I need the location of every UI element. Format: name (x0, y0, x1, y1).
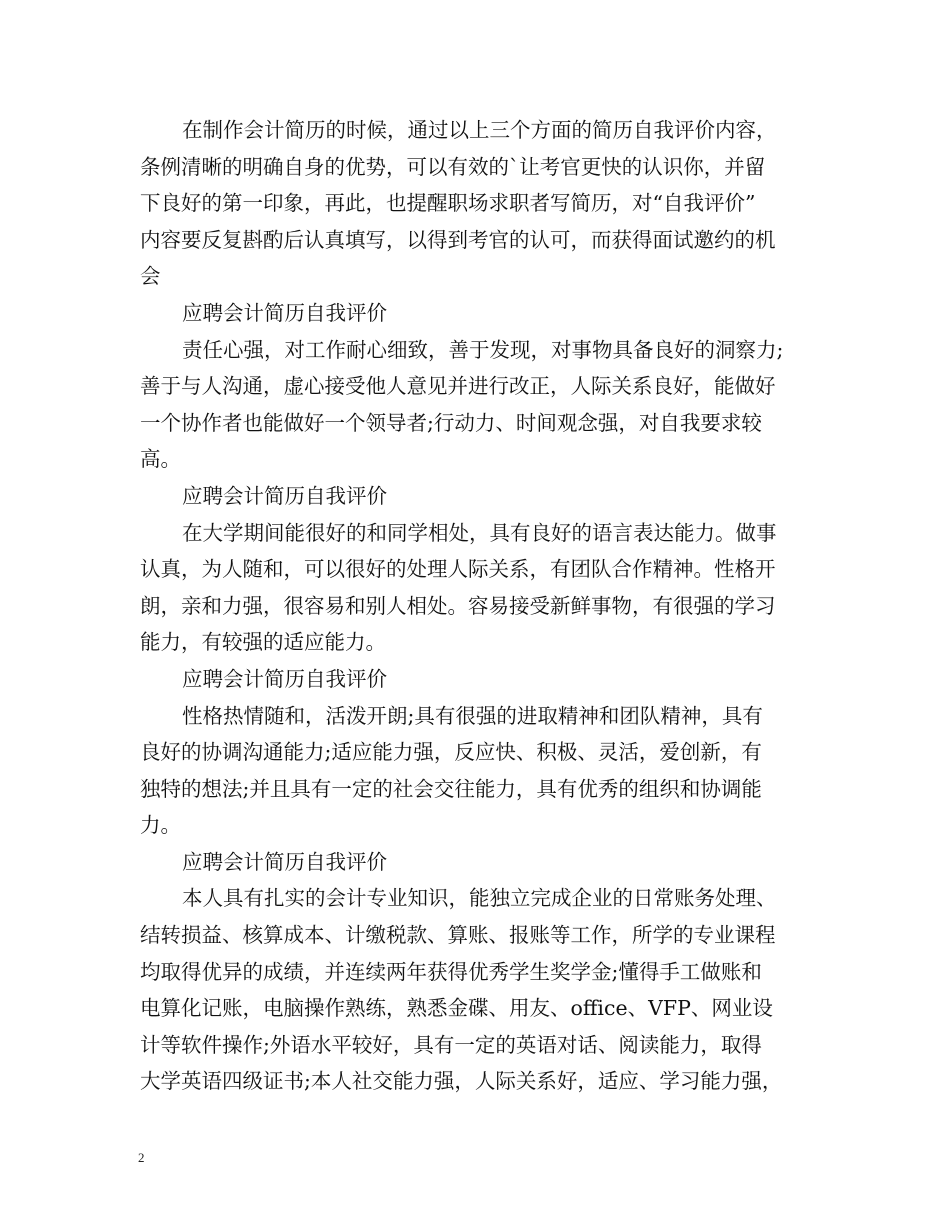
text-line: 能力，有较强的适应能力。 (140, 630, 386, 655)
text-line: 内容要反复斟酌后认真填写，以得到考官的认可，而获得面试邀约的机 (140, 227, 776, 252)
text-line: 性格热情随和，活泼开朗;具有很强的进取精神和团队精神，具有 (182, 703, 763, 728)
paragraph (140, 515, 820, 661)
text-line: 一个协作者也能做好一个领导者;行动力、时间观念强，对自我要求较 (140, 410, 762, 435)
text-line: 会 (140, 264, 161, 289)
text-line: 认真，为人随和，可以很好的处理人际关系，有团队合作精神。性格开 (140, 557, 776, 582)
document-body (140, 112, 820, 1100)
text-line: 本人具有扎实的会计专业知识，能独立完成企业的日常账务处理、 (182, 886, 777, 911)
text-line: 结转损益、核算成本、计缴税款、算账、报账等工作，所学的专业课程 (140, 923, 776, 948)
text-line: 大学英语四级证书;本人社交能力强，人际关系好，适应、学习能力强， (140, 1069, 783, 1094)
page-number: 2 (138, 1150, 145, 1165)
section-heading (140, 295, 820, 332)
text-line: 力。 (140, 813, 181, 838)
paragraph (140, 112, 820, 295)
text-line: 计等软件操作;外语水平较好，具有一定的英语对话、阅读能力，取得 (140, 1032, 762, 1057)
text-line: 善于与人沟通，虚心接受他人意见并进行改正，人际关系良好，能做好 (140, 374, 776, 399)
section-heading (140, 661, 820, 698)
text-line: 应聘会计简历自我评价 (182, 849, 387, 874)
paragraph (140, 880, 820, 1100)
text-line: 下良好的第一印象，再此，也提醒职场求职者写简历，对“自我评价” (140, 191, 756, 216)
text-line: 应聘会计简历自我评价 (182, 483, 387, 508)
text-line: 电算化记账，电脑操作熟练，熟悉金碟、用友、office、VFP、网业设 (140, 996, 773, 1021)
section-heading (140, 478, 820, 515)
text-line: 良好的协调沟通能力;适应能力强，反应快、积极、灵活，爱创新，有 (140, 740, 762, 765)
text-line: 在制作会计简历的时候，通过以上三个方面的简历自我评价内容， (182, 118, 777, 142)
text-line: 均取得优异的成绩，并连续两年获得优秀学生奖学金;懂得手工做账和 (140, 959, 762, 984)
text-line: 高。 (140, 447, 181, 472)
paragraph (140, 332, 820, 478)
text-line: 责任心强，对工作耐心细致，善于发现，对事物具备良好的洞察力; (182, 337, 784, 362)
text-line: 独特的想法;并且具有一定的社会交往能力，具有优秀的组织和协调能 (140, 776, 762, 801)
text-line: 条例清晰的明确自身的优势，可以有效的`让考官更快的认识你，并留 (140, 154, 766, 179)
text-line: 在大学期间能很好的和同学相处，具有良好的语言表达能力。做事 (182, 520, 777, 545)
paragraph (140, 698, 820, 844)
text-line: 朗，亲和力强，很容易和别人相处。容易接受新鲜事物，有很强的学习 (140, 593, 776, 618)
text-line: 应聘会计简历自我评价 (182, 666, 387, 691)
section-heading (140, 844, 820, 881)
text-line: 应聘会计简历自我评价 (182, 300, 387, 325)
